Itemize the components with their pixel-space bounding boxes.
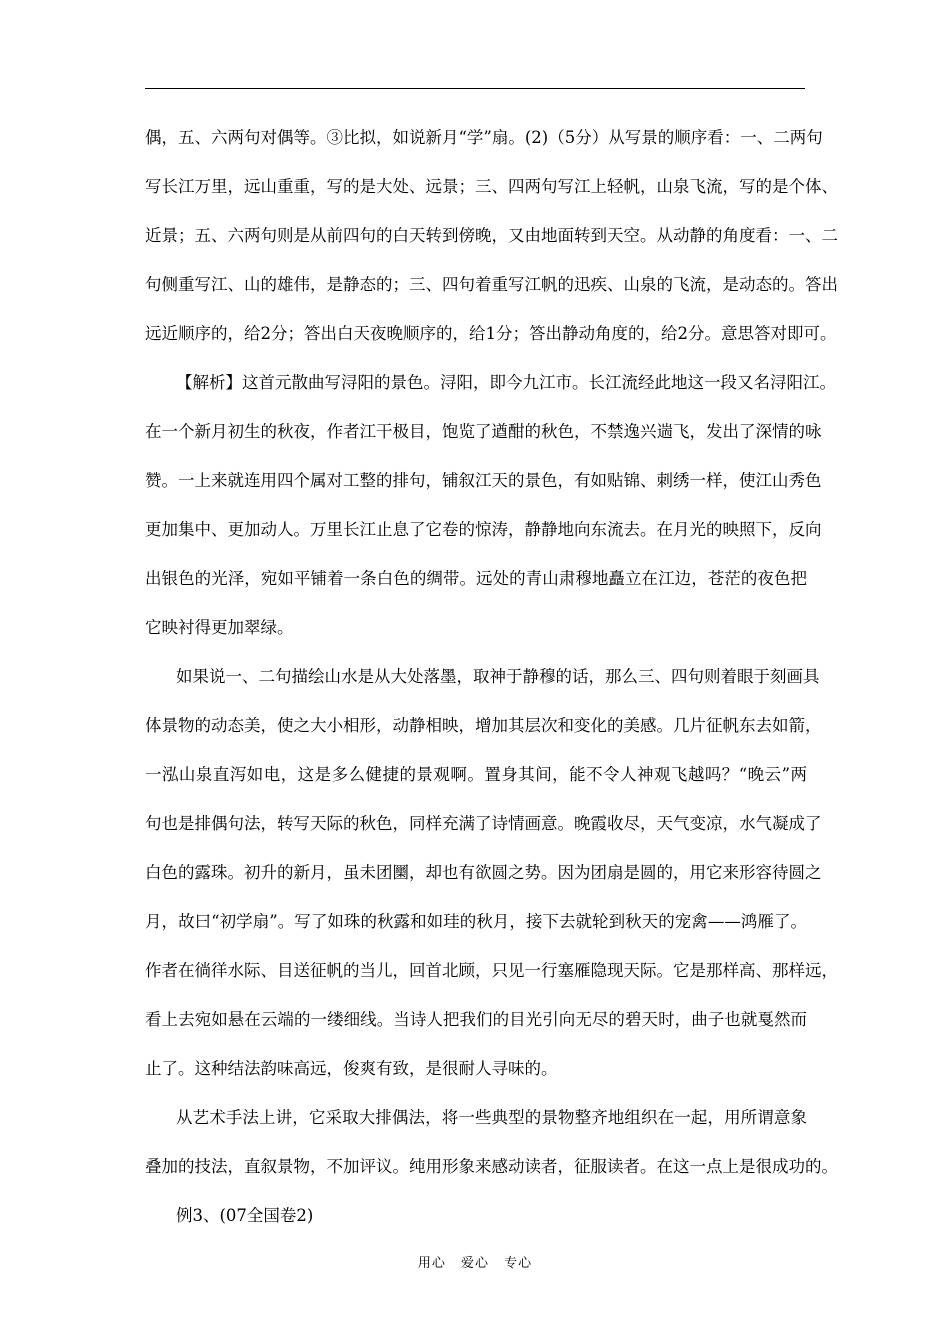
example-heading [145, 1191, 807, 1240]
paragraph-second-part [145, 652, 838, 1093]
text-line: 在一个新月初生的秋夜，作者江干极目，饱览了遒酣的秋色，不禁逸兴遄飞，发出了深情的咏 [145, 422, 822, 441]
text-line: 赞。一上来就连用四个属对工整的排句，铺叙江天的景色，有如贴锦、刺绣一样，使江山秀色 [145, 471, 822, 490]
text-line: 叠加的技法，直叙景物，不加评议。纯用形象来感动读者，征服读者。在这一点上是很成功的。 [145, 1157, 838, 1176]
text-line: 它映衬得更加翠绿。 [145, 618, 294, 637]
text-line: 写长江万里，远山重重，写的是大处、远景；三、四两句写江上轻帆，山泉飞流，写的是个体、 [145, 177, 838, 196]
text-line: 从艺术手法上讲，它采取大排偶法，将一些典型的景物整齐地组织在一起，用所谓意象 [176, 1108, 807, 1127]
text-line: 句也是排偶句法，转写天际的秋色，同样充满了诗情画意。晚霞收尽，天气变凉，水气凝成了 [145, 814, 822, 833]
text-line: 如果说一、二句描绘山水是从大处落墨，取神于静穆的话，那么三、四句则着眼于刻画具 [176, 667, 820, 686]
text-line: 更加集中、更加动人。万里长江止息了它卷的惊涛，静静地向东流去。在月光的映照下，反向 [145, 520, 822, 539]
paragraph-analysis [145, 358, 836, 652]
text-line: 出银色的光泽，宛如平铺着一条白色的绸带。远处的青山肃穆地矗立在江边，苍茫的夜色把 [145, 569, 807, 588]
text-line: 作者在徜徉水际、目送征帆的当儿，回首北顾，只见一行塞雁隐现天际。它是那样高、那样远， [145, 961, 838, 980]
page-footer: 用心 爱心 专心 [417, 1256, 533, 1271]
text-line: 句侧重写江、山的雄伟，是静态的；三、四句着重写江帆的迅疾、山泉的飞流，是动态的。答出 [145, 275, 838, 294]
text-line: 体景物的动态美，使之大小相形，动静相映，增加其层次和变化的美感。几片征帆东去如箭， [145, 716, 822, 735]
text-line: 【解析】这首元散曲写浔阳的景色。浔阳，即今九江市。长江流经此地这一段又名浔阳江。 [176, 373, 836, 392]
text-line: 远近顺序的，给2分；答出白天夜晚顺序的，给1分；答出静动角度的，给2分。意思答对即可。 [145, 324, 837, 343]
text-line: 一泓山泉直泻如电，这是多么健捷的景观啊。置身其间，能不令人神观飞越吗？“晚云”两 [145, 765, 807, 784]
text-line: 近景；五、六两句则是从前四句的白天转到傍晚，又由地面转到天空。从动静的角度看：一、二 [145, 226, 838, 245]
text-line: 例3、(07全国卷2) [176, 1206, 314, 1225]
document-body [145, 113, 838, 1240]
text-line: 看上去宛如悬在云端的一缕细线。当诗人把我们的目光引向无尽的碧天时，曲子也就戛然而 [145, 1010, 807, 1029]
paragraph-answer-continuation [145, 113, 838, 358]
paragraph-art-technique [145, 1093, 838, 1191]
text-line: 偶，五、六两句对偶等。③比拟，如说新月“学”扇。(2)（5分）从写景的顺序看：一、二两句 [145, 128, 823, 147]
text-line: 白色的露珠。初升的新月，虽未团圞，却也有欲圆之势。因为团扇是圆的，用它来形容待圆之 [145, 863, 822, 882]
header-rule [145, 88, 805, 89]
text-line: 月，故曰“初学扇”。写了如珠的秋露和如珪的秋月，接下去就轮到秋天的宠禽——鸿雁了。 [145, 912, 807, 931]
text-line: 止了。这种结法韵味高远，俊爽有致，是很耐人寻味的。 [145, 1059, 558, 1078]
